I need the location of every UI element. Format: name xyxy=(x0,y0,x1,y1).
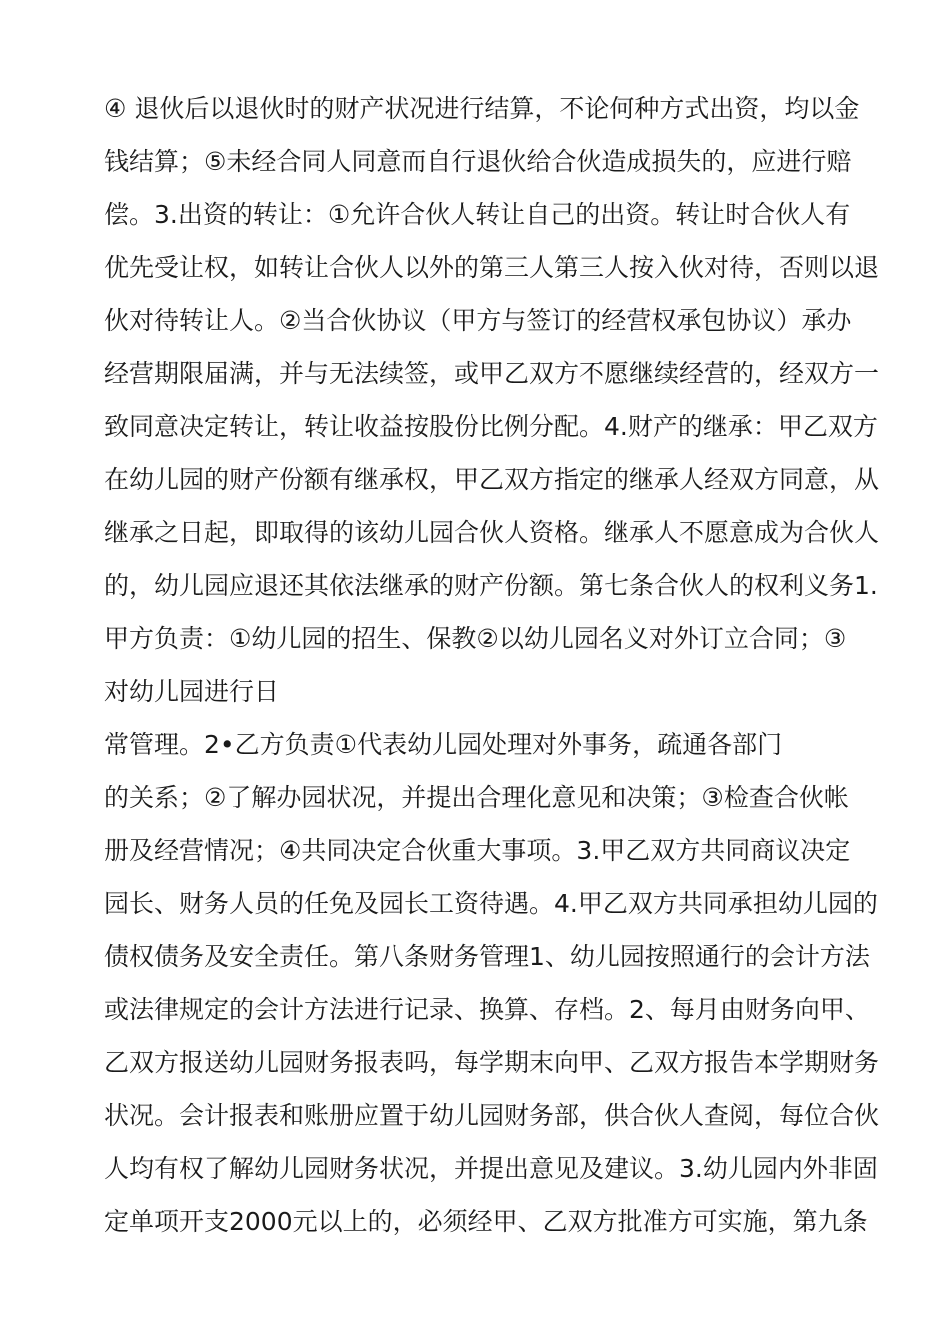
text-line: 致同意决定转让，转让收益按股份比例分配。4.财产的继承：甲乙双方 xyxy=(104,412,878,441)
text-line: 债权债务及安全责任。第八条财务管理1、幼儿园按照通行的会计方法 xyxy=(104,942,870,971)
text-line: 优先受让权，如转让合伙人以外的第三人第三人按入伙对待，否则以退 xyxy=(104,253,880,282)
text-line: 继承之日起，即取得的该幼儿园合伙人资格。继承人不愿意成为合伙人 xyxy=(104,518,880,547)
text-line: 人均有权了解幼儿园财务状况，并提出意见及建议。3.幼儿园内外非固 xyxy=(104,1154,878,1183)
text-line: 状况。会计报表和账册应置于幼儿园财务部，供合伙人查阅，每位合伙 xyxy=(104,1101,880,1130)
text-line: 经营期限届满，并与无法续签，或甲乙双方不愿继续经营的，经双方一 xyxy=(104,359,880,388)
text-block-a xyxy=(104,82,884,718)
text-line: 乙双方报送幼儿园财务报表吗，每学期末向甲、乙双方报告本学期财务 xyxy=(104,1048,880,1077)
text-line: 定单项开支2000元以上的，必须经甲、乙双方批准方可实施，第九条 xyxy=(104,1207,868,1236)
text-block-b xyxy=(104,718,884,1248)
text-line: 对幼儿园进行日 xyxy=(104,677,280,706)
text-line: 的，幼儿园应退还其依法继承的财产份额。第七条合伙人的权利义务1. xyxy=(104,571,878,600)
text-line: 伙对待转让人。②当合伙协议（甲方与签订的经营权承包协议）承办 xyxy=(104,306,852,335)
text-line: 常管理。2•乙方负责①代表幼儿园处理对外事务，疏通各部门 xyxy=(104,730,783,759)
text-line: ④ 退伙后以退伙时的财产状况进行结算，不论何种方式出资，均以金 xyxy=(104,94,860,123)
text-line: 的关系；②了解办园状况，并提出合理化意见和决策；③检查合伙帐 xyxy=(104,783,849,812)
text-line: 在幼儿园的财产份额有继承权，甲乙双方指定的继承人经双方同意，从 xyxy=(104,465,880,494)
text-line: 园长、财务人员的任免及园长工资待遇。4.甲乙双方共同承担幼儿园的 xyxy=(104,889,878,918)
text-line: 或法律规定的会计方法进行记录、换算、存档。2、每月由财务向甲、 xyxy=(104,995,870,1024)
text-line: 钱结算；⑤未经合同人同意而自行退伙给合伙造成损失的，应进行赔 xyxy=(104,147,852,176)
text-line: 册及经营情况；④共同决定合伙重大事项。3.甲乙双方共同商议决定 xyxy=(104,836,851,865)
text-line: 甲方负责：①幼儿园的招生、保教②以幼儿园名义对外订立合同；③ xyxy=(104,624,847,653)
text-line: 偿。3.出资的转让：①允许合伙人转让自己的出资。转让时合伙人有 xyxy=(104,200,851,229)
